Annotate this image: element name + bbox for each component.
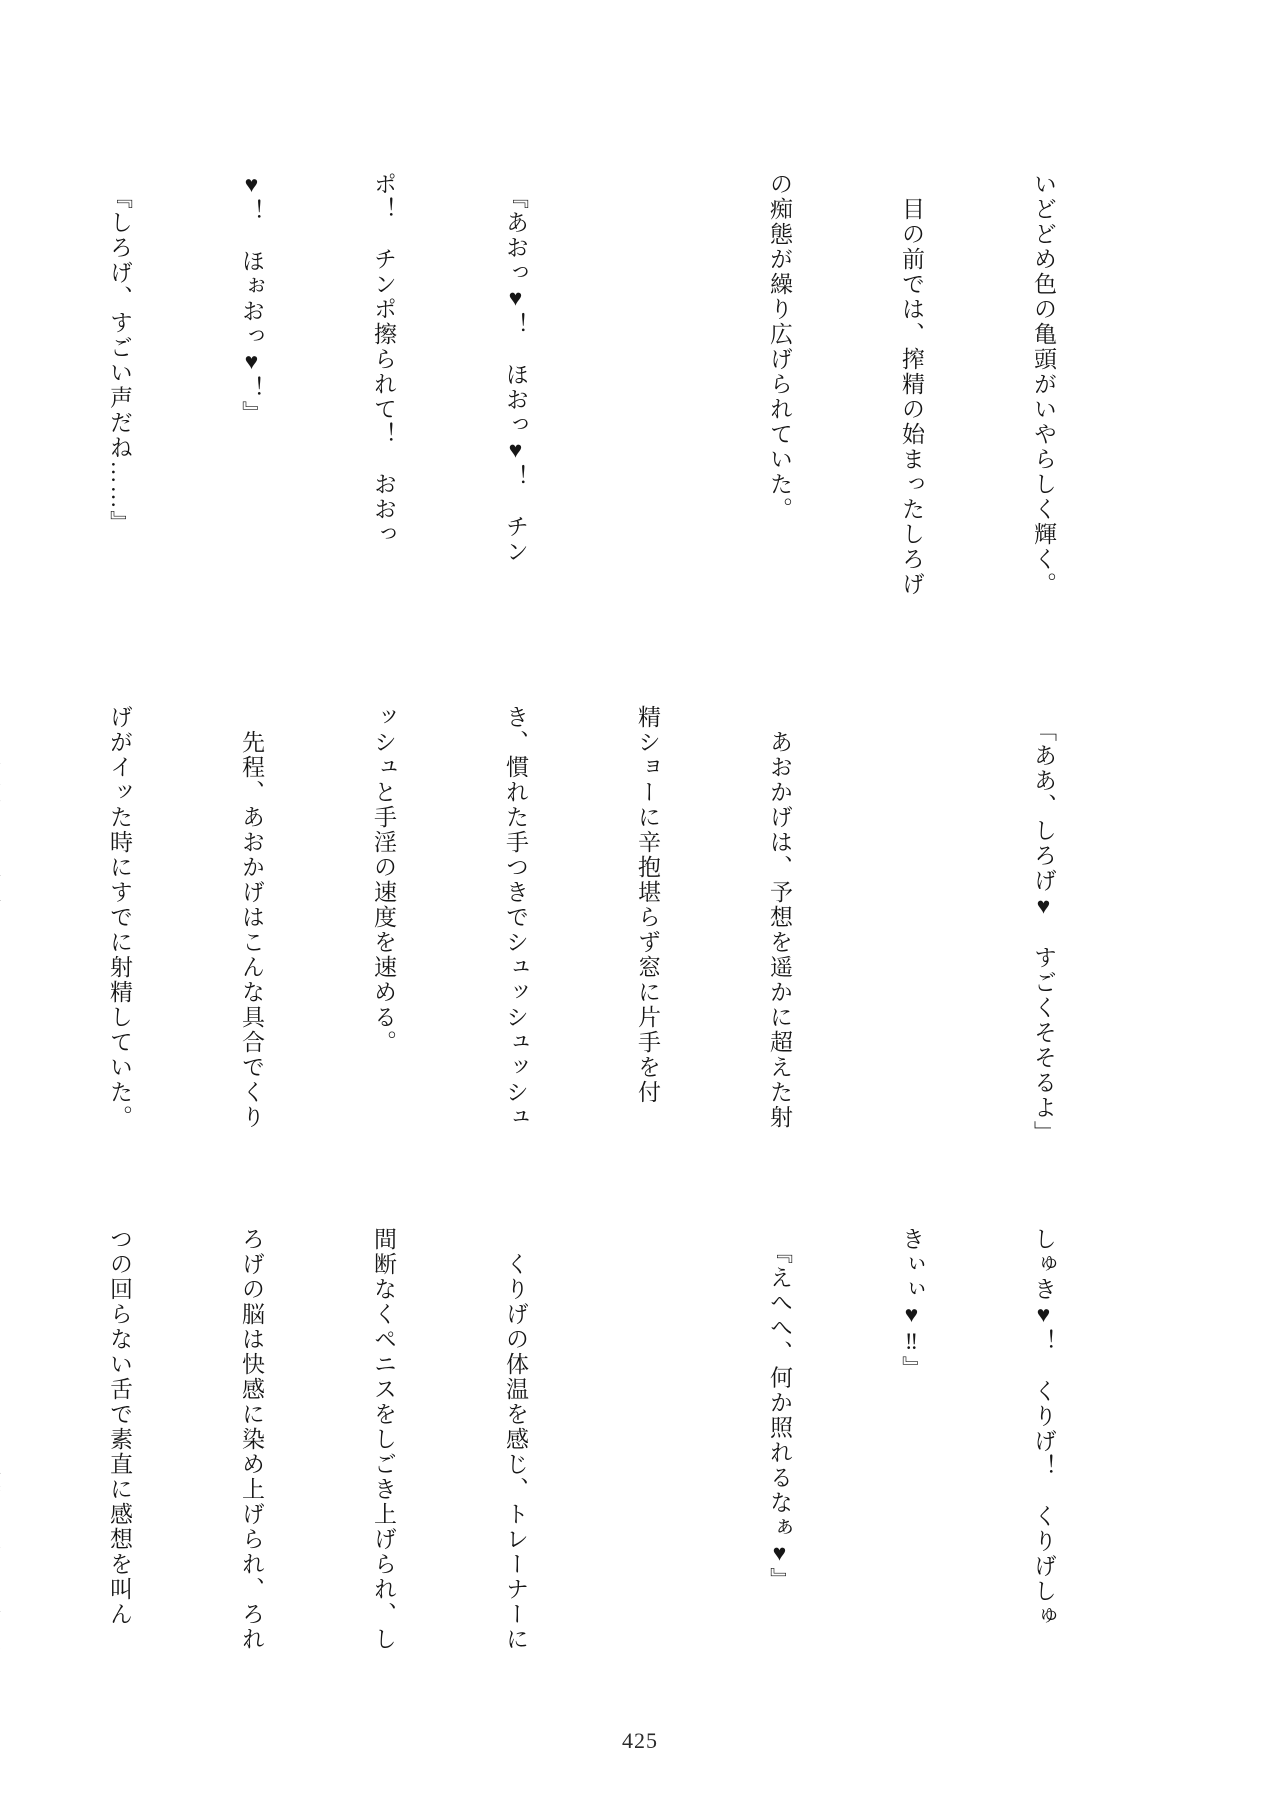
text-column: ポ！ チンポ擦られて！ おおっ (371, 172, 396, 547)
text-column: 間断なくペニスをしごき上げられ、し (371, 1227, 396, 1652)
text-column: 「ああ、しろげ♥ すごくそそるよ」 (1031, 705, 1056, 1146)
text-band-middle (0, 705, 1153, 1190)
text-column: き、慣れた手つきでシュッシュッシュ (503, 705, 528, 1130)
text-column: いどどめ色の亀頭がいやらしく輝く。 (1031, 172, 1056, 597)
text-column: あおかげは、予想を遥かに超えた射 (767, 705, 792, 1130)
text-column: つの回らない舌で素直に感想を叫ん (107, 1227, 132, 1627)
text-column: ろげの脳は快感に染め上げられ、ろれ (239, 1227, 264, 1652)
page-number: 425 (622, 1728, 658, 1753)
text-column (0, 1227, 9, 1702)
text-column: 先程、あおかげはこんな具合でくり (239, 705, 264, 1130)
text-column: 『あおっ♥！ ほおっ♥！ チン (503, 172, 528, 565)
text-column: 目の前では、搾精の始まったしろげ (899, 172, 924, 597)
blank-column (889, 705, 933, 1190)
text-column: げがイッた時にすでに射精していた。 (107, 705, 132, 1130)
text-column: くりげの体温を感じ、トレーナーに (503, 1227, 528, 1652)
text-band-top (0, 172, 1153, 602)
blank-column (625, 172, 669, 602)
text-column: ♥！ ほぉおっ♥！』 (239, 172, 264, 426)
text-column: ッシュと手淫の速度を速める。 (371, 705, 396, 1055)
text-band-bottom (0, 1227, 1153, 1702)
text-column: 『えへへ、何か照れるなぁ♥』 (767, 1227, 792, 1593)
text-column (0, 705, 9, 1190)
text-column: 精ショーに辛抱堪らず窓に片手を付 (635, 705, 660, 1105)
text-column: 『しろげ、すごい声だね……』 (107, 172, 132, 536)
text-column: しゅき♥！ くりげ！ くりげしゅ (1031, 1227, 1056, 1629)
text-column: の痴態が繰り広げられていた。 (767, 172, 792, 522)
blank-column (625, 1227, 669, 1702)
text-column: きぃぃ♥‼』 (899, 1227, 924, 1381)
blank-column (0, 172, 9, 602)
